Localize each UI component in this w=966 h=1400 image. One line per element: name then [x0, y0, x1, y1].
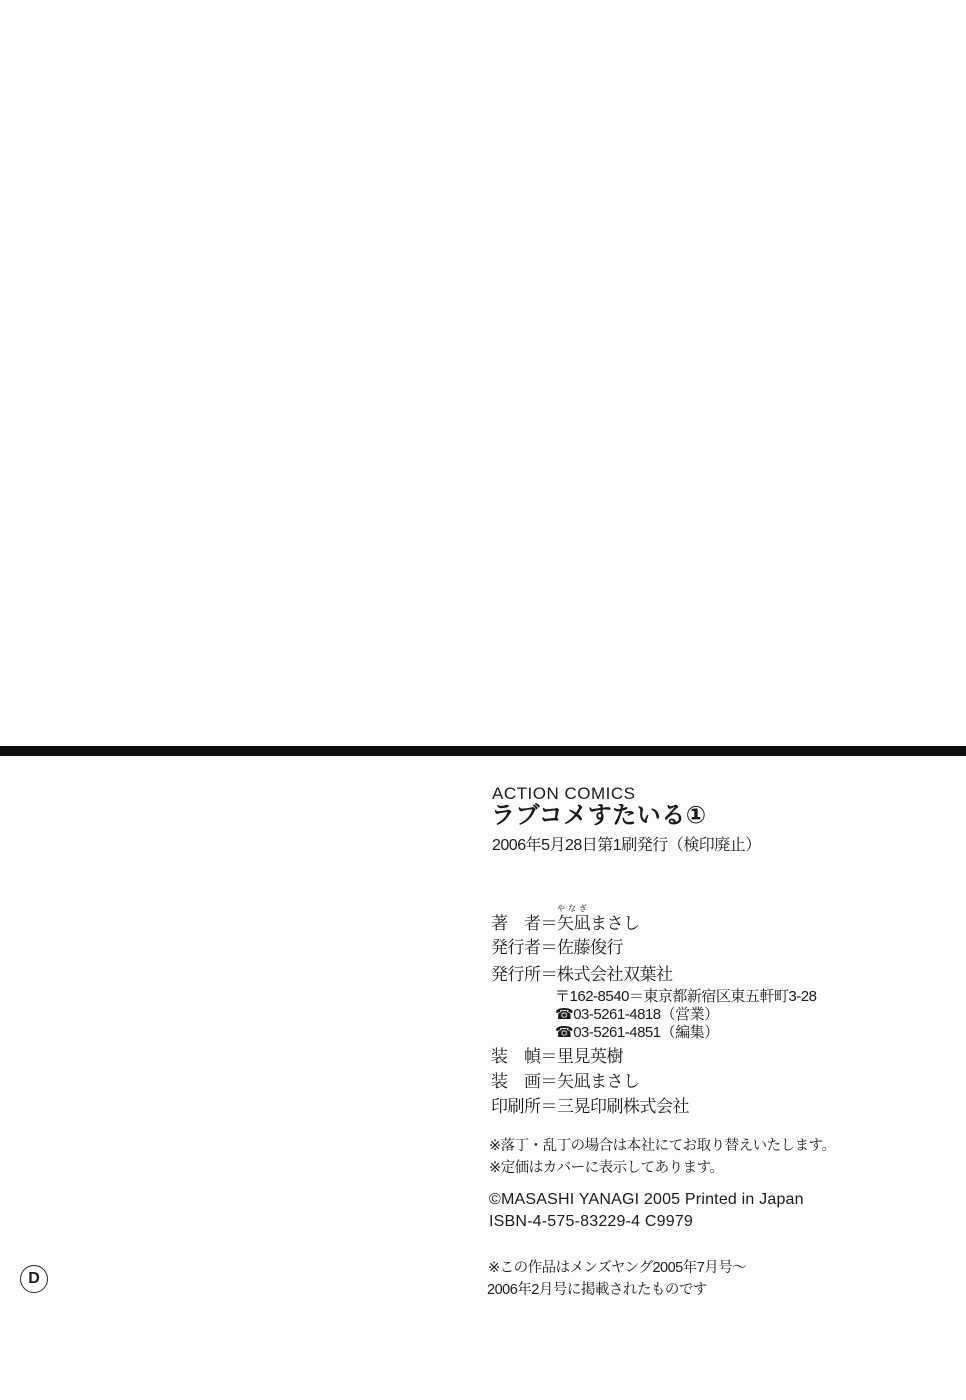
phone-icon: ☎	[555, 1024, 574, 1041]
imprint-label: ACTION COMICS	[492, 784, 636, 803]
phone-sales-line	[555, 1006, 719, 1023]
credit-row-cover-illustration	[491, 1072, 640, 1092]
credit-row-publisher	[491, 938, 623, 958]
binding-designer-name: 里見英樹	[557, 1047, 623, 1066]
page-mark-circled-d	[20, 1265, 48, 1293]
binding-label: 装 幀	[491, 1047, 541, 1066]
publisher-label: 発行者	[491, 938, 541, 957]
credit-row-printer	[491, 1097, 689, 1117]
cover-illustrator-name: 矢凪まさし	[557, 1072, 640, 1091]
author-name-with-ruby	[557, 904, 590, 934]
phone-icon: ☎	[555, 1006, 574, 1023]
equals-sign: ＝	[540, 914, 557, 933]
equals-sign: ＝	[540, 965, 557, 984]
publishing-office-label: 発行所	[491, 965, 541, 984]
copyright-line: ©MASASHI YANAGI 2005 Printed in Japan	[489, 1191, 804, 1208]
author-name-ruby-base: 矢凪	[557, 914, 590, 933]
serialization-note-line2: 2006年2月号に掲載されたものです	[487, 1282, 707, 1298]
price-notice: ※定価はカバーに表示してあります。	[489, 1160, 724, 1176]
equals-sign: ＝	[540, 1047, 557, 1066]
publishing-office-name: 株式会社双葉社	[557, 965, 673, 984]
author-label: 著 者	[491, 914, 541, 933]
defect-notice: ※落丁・乱丁の場合は本社にてお取り替えいたします。	[489, 1138, 836, 1154]
phone-editorial-line	[555, 1024, 719, 1041]
author-furigana: やなぎ	[557, 904, 590, 913]
equals-sign: ＝	[540, 1072, 557, 1091]
phone-editorial-number: 03-5261-4851（編集）	[573, 1024, 719, 1041]
publisher-name: 佐藤俊行	[557, 938, 623, 957]
cover-illustration-label: 装 画	[491, 1072, 541, 1091]
author-name-rest: まさし	[590, 914, 640, 933]
equals-sign: ＝	[540, 938, 557, 957]
publisher-address	[555, 988, 816, 1005]
separator-bar	[0, 746, 966, 756]
book-title: ラブコメすたいる①	[491, 802, 707, 829]
phone-sales-number: 03-5261-4818（営業）	[573, 1006, 719, 1023]
credit-row-binding	[491, 1047, 623, 1067]
equals-sign: ＝	[540, 1097, 557, 1116]
isbn-line: ISBN-4-575-83229-4 C9979	[489, 1213, 694, 1230]
page-mark-letter: D	[28, 1270, 40, 1287]
credit-row-author	[491, 904, 640, 934]
serialization-note-line1: ※この作品はメンズヤング2005年7月号～	[488, 1260, 747, 1276]
edition-info: 2006年5月28日第1刷発行（検印廃止）	[492, 837, 761, 854]
postal-address: 162-8540＝東京都新宿区東五軒町3-28	[569, 988, 817, 1005]
printer-label: 印刷所	[491, 1097, 541, 1116]
postal-mark-icon: 〒	[555, 988, 570, 1005]
credit-row-publishing-office	[491, 965, 673, 985]
printer-name: 三晃印刷株式会社	[557, 1097, 689, 1116]
